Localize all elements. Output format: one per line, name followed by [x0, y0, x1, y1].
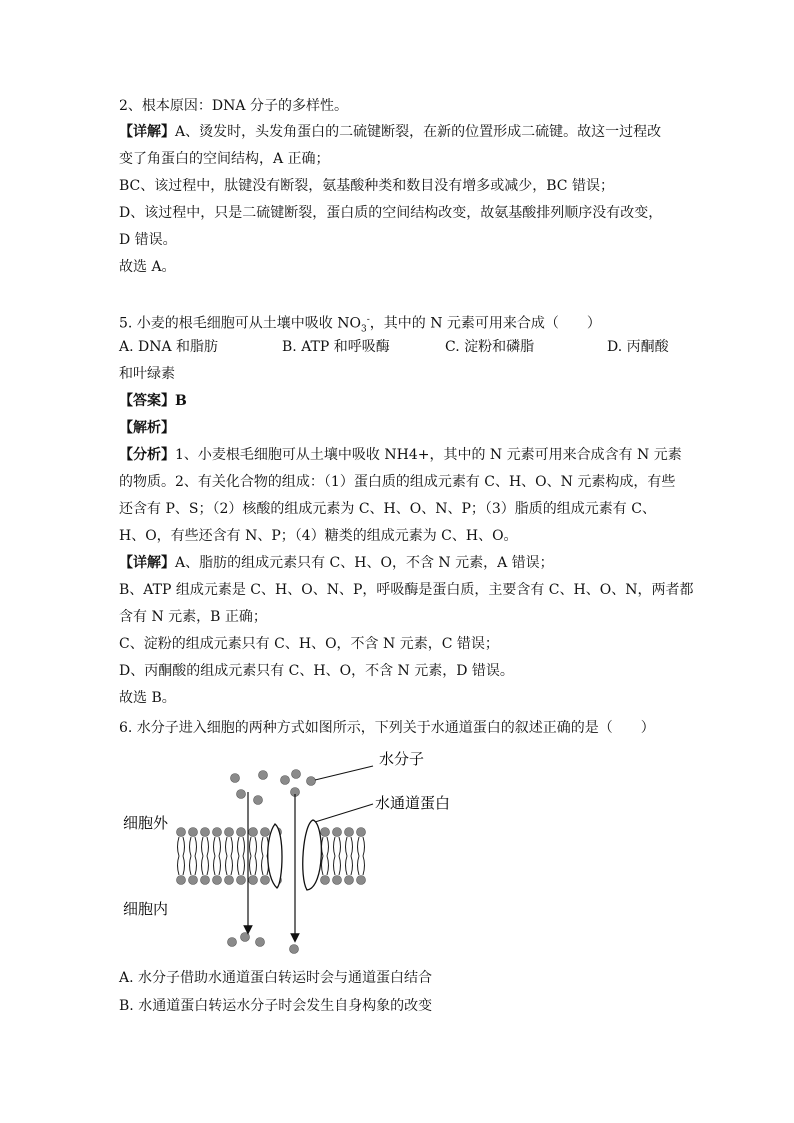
option-b: B. 水通道蛋白转运水分子时会发生自身构象的改变	[119, 998, 433, 1014]
question-5-stem	[119, 310, 601, 339]
option-b: B. ATP 和呼吸酶	[282, 339, 390, 355]
text-line: H、O，有些还含有 N、P；（4）糖类的组成元素为 C、H、O。	[119, 528, 518, 544]
analysis-tag: 【分析】	[119, 447, 175, 463]
label-inside: 细胞内	[123, 900, 169, 918]
pointer-lines	[315, 766, 373, 822]
text-line	[119, 122, 661, 142]
label-outside: 细胞外	[123, 814, 169, 832]
detail-text: A、烫发时，头发角蛋白的二硫键断裂，在新的位置形成二硫键。故这一过程改	[175, 124, 662, 140]
question-6-stem: 6. 水分子进入细胞的两种方式如图所示，下列关于水通道蛋白的叙述正确的是（ ）	[119, 720, 655, 736]
label-channel: 水通道蛋白	[375, 794, 451, 812]
text-line: 含有 N 元素，B 正确；	[119, 609, 267, 625]
text-line: 还含有 P、S；（2）核酸的组成元素为 C、H、O、N、P；（3）脂质的组成元素有 C、	[119, 501, 656, 517]
subscript: 3	[361, 324, 367, 335]
text-line: 变了角蛋白的空间结构，A 正确；	[119, 151, 330, 167]
text-line: 的物质。2、有关化合物的组成：（1）蛋白质的组成元素有 C、H、O、N 元素构成，有些	[119, 474, 676, 490]
analysis-heading: 【解析】	[119, 420, 175, 436]
analysis-text: 1、小麦根毛细胞可从土壤中吸收 NH4+，其中的 N 元素可用来合成含有 N 元素	[175, 447, 682, 463]
text-line: 2、根本原因：DNA 分子的多样性。	[119, 98, 348, 114]
text-line: D、丙酮酸的组成元素只有 C、H、O，不含 N 元素，D 错误。	[119, 663, 514, 679]
text-line	[119, 445, 682, 465]
option-d: D. 丙酮酸	[607, 339, 669, 355]
text-line: B、ATP 组成元素是 C、H、O、N、P，呼吸酶是蛋白质，主要含有 C、H、O、N，两者都	[119, 582, 694, 598]
option-d-continued: 和叶绿素	[119, 366, 175, 382]
answer: 【答案】B	[119, 393, 187, 409]
label-water: 水分子	[379, 750, 425, 768]
water-channel-diagram	[115, 742, 475, 957]
text-line: D、该过程中，只是二硫键断裂，蛋白质的空间结构改变，故氨基酸排列顺序没有改变，	[119, 205, 663, 221]
option-a: A. 水分子借助水通道蛋白转运时会与通道蛋白结合	[119, 970, 433, 986]
stem-part: 5. 小麦的根毛细胞可从土壤中吸收 NO	[119, 315, 361, 332]
option-c: C. 淀粉和磷脂	[445, 339, 535, 355]
text-line: 故选 B。	[119, 690, 176, 706]
option-a: A. DNA 和脂肪	[119, 339, 219, 355]
text-line: D 错误。	[119, 232, 177, 248]
text-line: 故选 A。	[119, 259, 176, 275]
stem-part: ，其中的 N 元素可用来合成（ ）	[369, 315, 601, 332]
detail-tag: 【详解】	[119, 124, 175, 140]
text-line: C、淀粉的组成元素只有 C、H、O，不含 N 元素，C 错误；	[119, 636, 499, 652]
superscript: -	[366, 315, 370, 325]
detail-tag: 【详解】	[119, 555, 175, 571]
detail-text: A、脂肪的组成元素只有 C、H、O，不含 N 元素，A 错误；	[175, 555, 554, 571]
text-line: BC、该过程中，肽键没有断裂，氨基酸种类和数目没有增多或减少，BC 错误；	[119, 178, 614, 194]
text-line	[119, 553, 554, 573]
